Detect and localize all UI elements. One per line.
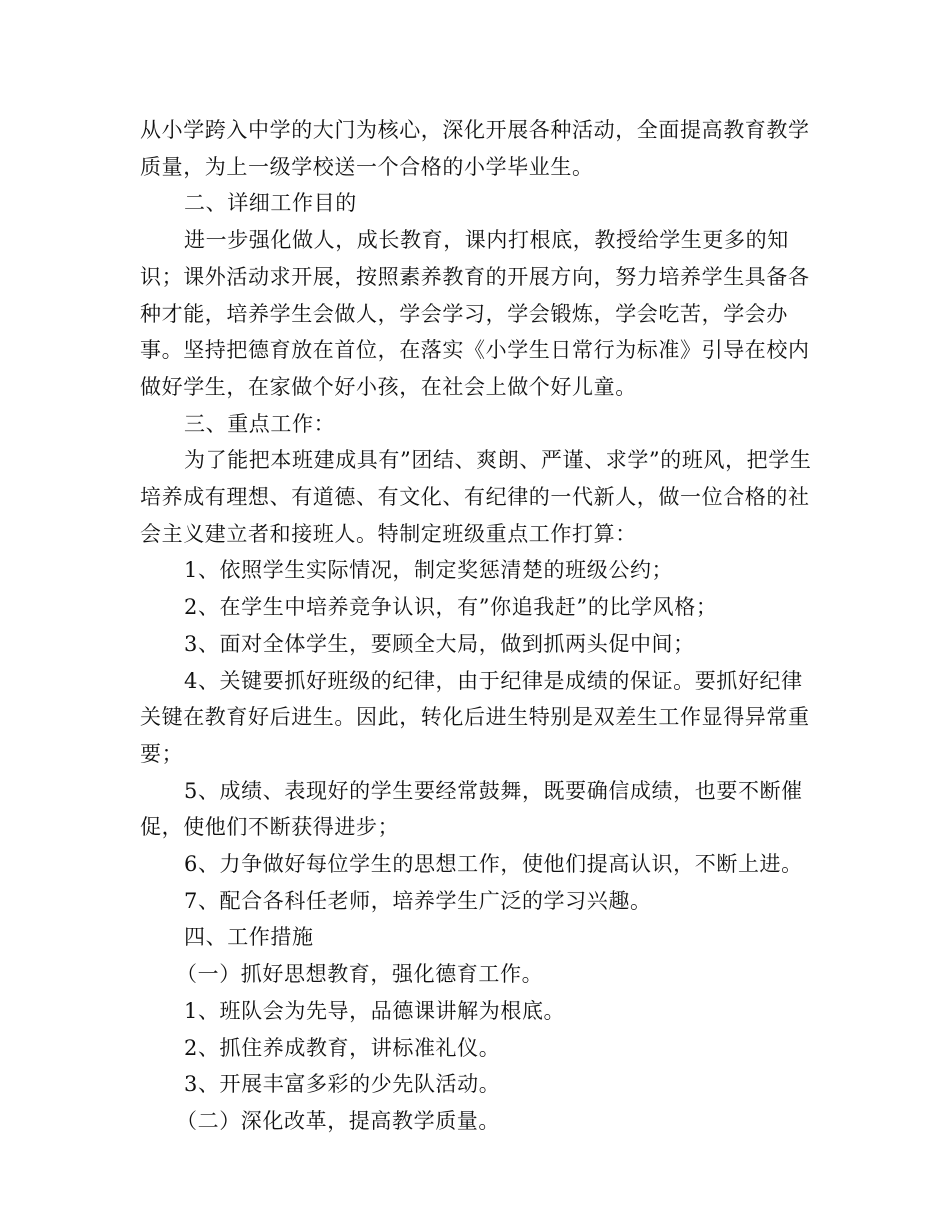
- measure-item-3: 3、开展丰富多彩的少先队活动。: [184, 1072, 501, 1097]
- document-body: [140, 112, 812, 1140]
- list-item-2: 2、在学生中培养竞争认识，有”你追我赶”的比学风格；: [184, 595, 718, 620]
- list-item-1: 1、依照学生实际情况，制定奖惩清楚的班级公约；: [184, 558, 674, 583]
- subsection-heading-2: （二）深化改革，提高教学质量。: [176, 1108, 500, 1133]
- list-item-5: 5、成绩、表现好的学生要经常鼓舞，既要确信成绩，也要不断催促，使他们不断获得进步；: [140, 778, 803, 840]
- list-item-4: 4、关键要抓好班级的纪律，由于纪律是成绩的保证。要抓好纪律关键在教育好后进生。因此，转化后进生特别是双差生工作显得异常重要；: [140, 668, 810, 766]
- list-item-3: 3、面对全体学生，要顾全大局，做到抓两头促中间；: [184, 631, 695, 656]
- section-heading-2: 二、详细工作目的: [184, 191, 357, 216]
- list-item-6: 6、力争做好每位学生的思想工作，使他们提高认识，不断上进。: [184, 852, 803, 877]
- section-heading-3: 三、重点工作：: [184, 411, 336, 436]
- paragraph-intro-continuation: 从小学跨入中学的大门为核心，深化开展各种活动，全面提高教育教学质量，为上一级学校送一个合格的小学毕业生。: [140, 118, 810, 179]
- paragraph-goals: 进一步强化做人，成长教育，课内打根底，教授给学生更多的知识；课外活动求开展，按照素养教育的开展方向，努力培养学生具备各种才能，培养学生会做人，学会学习，学会锻炼，学会吃苦，学会办事。坚持把德育放在首位，在落实《小学生日常行为标准》引导在校内做好学生，在家做个好小孩，在社会上做个好儿童。: [140, 228, 810, 399]
- list-item-7: 7、配合各科任老师，培养学生广泛的学习兴趣。: [184, 888, 652, 913]
- paragraph-key-work: 为了能把本班建成具有”团结、爽朗、严谨、求学”的班风，把学生培养成有理想、有道德、有文化、有纪律的一代新人，做一位合格的社会主义建立者和接班人。特制定班级重点工作打算：: [140, 448, 812, 546]
- section-heading-4: 四、工作措施: [184, 925, 314, 950]
- measure-item-1: 1、班队会为先导，品德课讲解为根底。: [184, 998, 566, 1023]
- measure-item-2: 2、抓住养成教育，讲标准礼仪。: [184, 1035, 501, 1060]
- subsection-heading-1: （一）抓好思想教育，强化德育工作。: [176, 962, 544, 987]
